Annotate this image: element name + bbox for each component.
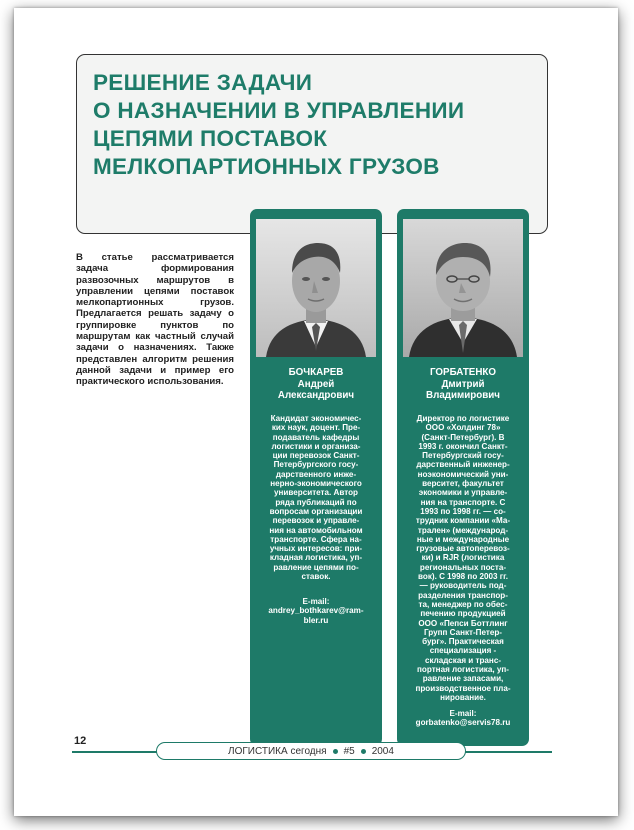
title-line-2: О НАЗНАЧЕНИИ В УПРАВЛЕНИИ (93, 98, 465, 123)
portrait-image (256, 219, 376, 357)
email-label: E-mail: (302, 597, 330, 606)
bullet-dot-icon (361, 749, 366, 754)
author-first-name: Андрей (297, 378, 335, 390)
magazine-page (14, 8, 618, 816)
author-card-bochkarev (250, 209, 382, 746)
author-surname: ГОРБАТЕНКО (429, 367, 497, 378)
bullet-dot-icon (333, 749, 338, 754)
footer-running-head (156, 742, 466, 760)
article-title (93, 69, 464, 181)
author-card-gorbatenko (397, 209, 529, 746)
author-email-block-bochkarev (254, 597, 378, 625)
author-bio-bochkarev: Кандидат экономичес- ких наук, доцент. Пре- подаватель кафедры логистики и организа- ции перевозок Санкт- Петербургского госу- дарственного инже- нерно-экономического университета. Автор ряда публикаций по вопросам организации перевозок и управле- ния на автомобильном транспорте. Сфера на- учных интересов: при- кладная логистика, уп- равление цепями по- ставок. (269, 414, 363, 582)
portrait-image (403, 219, 523, 357)
author-surname: БОЧКАРЕВ (288, 367, 344, 378)
email-label: E-mail: (449, 709, 477, 718)
author-email-bochkarev: andrey_bothkarev@ram- bler.ru (268, 606, 364, 625)
author-photo-gorbatenko (403, 219, 523, 357)
title-box (76, 54, 548, 234)
issue-year: 2004 (371, 745, 394, 757)
author-email-block-gorbatenko (401, 709, 525, 728)
author-bio-gorbatenko: Директор по логистике ООО «Холдинг 78» (Санкт-Петербург). В 1993 г. окончил Санкт- Петербургский госу- дарственный инженер- ноэкономический уни- верситет, факультет экономики и управле- ния на транспорте. С 1993 по 1998 гг. — со- трудник компании «Ма- трален» (международ- ные и международные грузовые автоперевоз- ки) и RJR (логистика региональных поста- вок). С 1998 по 2003 гг. — руководитель под- разделения транспор- та, менеджер по обес- печению продукцией ООО «Пепси Боттлинг Групп Санкт-Петер- бург». Практическая специализация - складская и транс- портная логистика, уп- равление запасами, производственное пла- нирование. (415, 414, 511, 702)
author-email-gorbatenko: gorbatenko@servis78.ru (415, 718, 511, 728)
author-name-bochkarev (254, 367, 378, 402)
author-photo-bochkarev (256, 219, 376, 357)
issue-number: #5 (343, 745, 355, 757)
author-first-name: Дмитрий (441, 378, 485, 390)
title-line-4: МЕЛКОПАРТИОННЫХ ГРУЗОВ (93, 154, 440, 179)
title-line-1: РЕШЕНИЕ ЗАДАЧИ (93, 70, 313, 95)
author-name-gorbatenko (401, 367, 525, 402)
article-abstract: В статье рассматривается задача формирования развозочных маршрутов в управлении цепями поставок мелкопартионных грузов. Предлагается решать задачу о группировке пунктов по маршрутам как частный случай задачи о назначениях. Также представлен алгоритм решения данной задачи и пример его практического использования. (76, 252, 234, 388)
magazine-name: ЛОГИСТИКА сегодня (228, 745, 327, 757)
author-patronymic: Александрович (277, 390, 355, 401)
title-line-3: ЦЕПЯМИ ПОСТАВОК (93, 126, 328, 151)
page-number: 12 (74, 735, 87, 747)
author-patronymic: Владимирович (426, 390, 500, 401)
